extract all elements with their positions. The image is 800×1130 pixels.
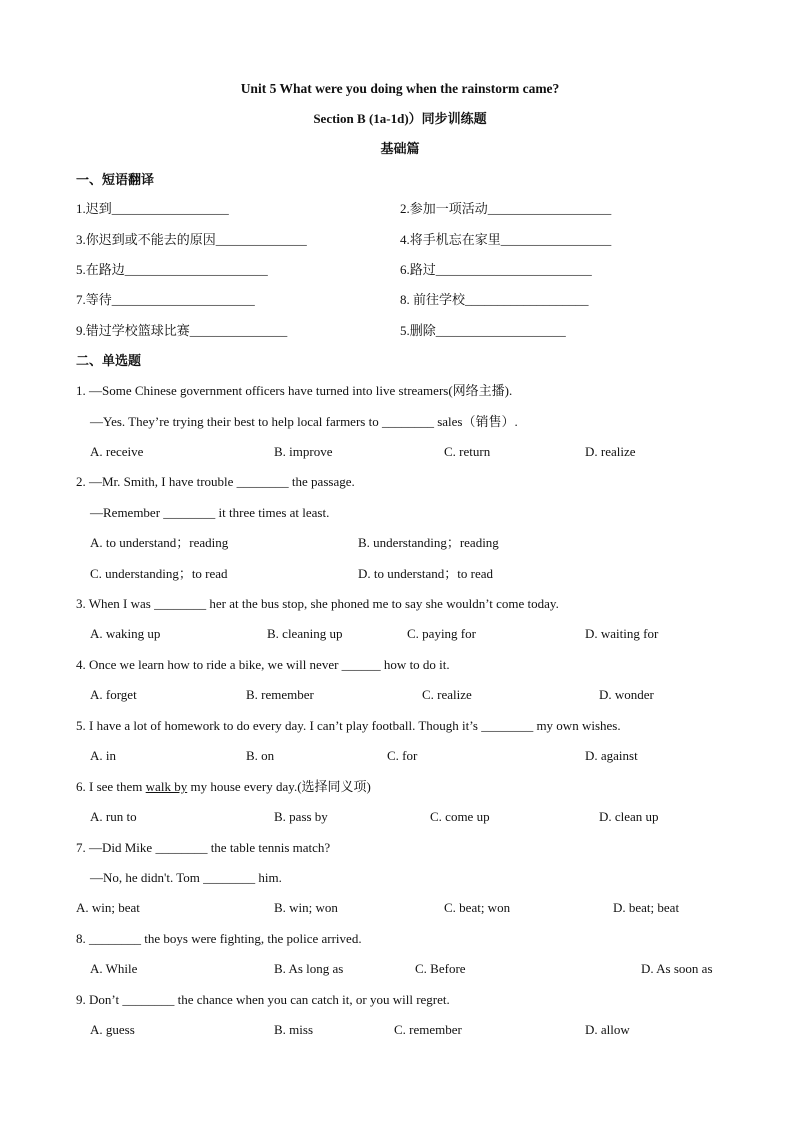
option-a: A. to understand；reading [90,535,229,550]
question-stem-reply: —Yes. They’re trying their best to help local farmers to ________ sales（销售）. [90,414,518,429]
option-a: A. win; beat [76,900,140,915]
phrase-item: 3.你迟到或不能去的原因______________ [76,232,307,247]
option-d: D. to understand；to read [358,566,494,581]
question-stem: 5. I have a lot of homework to do every day. I can’t play football. Though it’s ________ my own wishes. [76,718,621,733]
worksheet-title: Unit 5 What were you doing when the rainstorm came? [240,81,560,96]
section-heading-multiple-choice: 二、单选题 [76,353,142,368]
option-b: B. As long as [274,961,344,976]
phrase-item: 1.迟到__________________ [76,201,229,216]
question-stem: 9. Don’t ________ the chance when you can catch it, or you will regret. [76,992,450,1007]
option-c: C. come up [430,809,490,824]
option-c: C. for [387,748,418,763]
phrase-item: 2.参加一项活动___________________ [400,201,612,216]
option-d: D. allow [585,1022,630,1037]
option-b: B. win; won [274,900,338,915]
question-stem: 3. When I was ________ her at the bus stop, she phoned me to say she wouldn’t come today. [76,596,559,611]
option-a: A. run to [90,809,137,824]
phrase-item: 8. 前往学校___________________ [400,292,589,307]
question-stem: 7. —Did Mike ________ the table tennis match? [76,840,331,855]
phrase-item: 4.将手机忘在家里_________________ [400,232,612,247]
option-a: A. guess [90,1022,135,1037]
option-d: D. against [585,748,638,763]
option-b: B. cleaning up [267,626,343,641]
question-stem [76,779,371,795]
option-a: A. receive [90,444,144,459]
question-stem-reply: —No, he didn't. Tom ________ him. [90,870,282,885]
option-a: A. in [90,748,116,763]
option-c: C. return [444,444,491,459]
worksheet-subtitle: Section B (1a-1d)）同步训练题 [313,111,487,126]
option-d: D. clean up [599,809,659,824]
level-label: 基础篇 [380,141,420,156]
question-stem-end: my house every day.(选择同义项) [187,779,371,794]
option-c: C. realize [422,687,472,702]
phrase-item: 5.在路边______________________ [76,262,268,277]
option-c: C. beat; won [444,900,511,915]
underlined-phrase: walk by [145,779,188,794]
question-stem-reply: —Remember ________ it three times at least. [90,505,330,520]
question-stem: 8. ________ the boys were fighting, the police arrived. [76,931,362,946]
option-c: C. remember [394,1022,462,1037]
option-b: B. pass by [274,809,328,824]
option-d: D. realize [585,444,636,459]
option-c: C. understanding；to read [90,566,228,581]
option-d: D. As soon as [641,961,713,976]
option-a: A. waking up [90,626,161,641]
question-stem: 1. —Some Chinese government officers have turned into live streamers(网络主播). [76,383,513,398]
option-c: C. paying for [407,626,476,641]
option-b: B. remember [246,687,314,702]
phrase-item: 5.删除____________________ [400,323,566,338]
question-stem: 2. —Mr. Smith, I have trouble ________ the passage. [76,474,355,489]
option-d: D. waiting for [585,626,659,641]
phrase-item: 6.路过________________________ [400,262,592,277]
option-b: B. miss [274,1022,314,1037]
phrase-item: 9.错过学校篮球比赛_______________ [76,323,288,338]
section-heading-phrase-translation: 一、短语翻译 [76,172,155,187]
option-d: D. wonder [599,687,654,702]
phrase-item: 7.等待______________________ [76,292,255,307]
option-b: B. improve [274,444,333,459]
option-a: A. forget [90,687,137,702]
option-b: B. on [246,748,275,763]
option-b: B. understanding；reading [358,535,499,550]
option-d: D. beat; beat [613,900,680,915]
question-stem-start: 6. I see them [76,779,146,794]
option-c: C. Before [415,961,466,976]
question-stem: 4. Once we learn how to ride a bike, we will never ______ how to do it. [76,657,450,672]
option-a: A. While [90,961,138,976]
